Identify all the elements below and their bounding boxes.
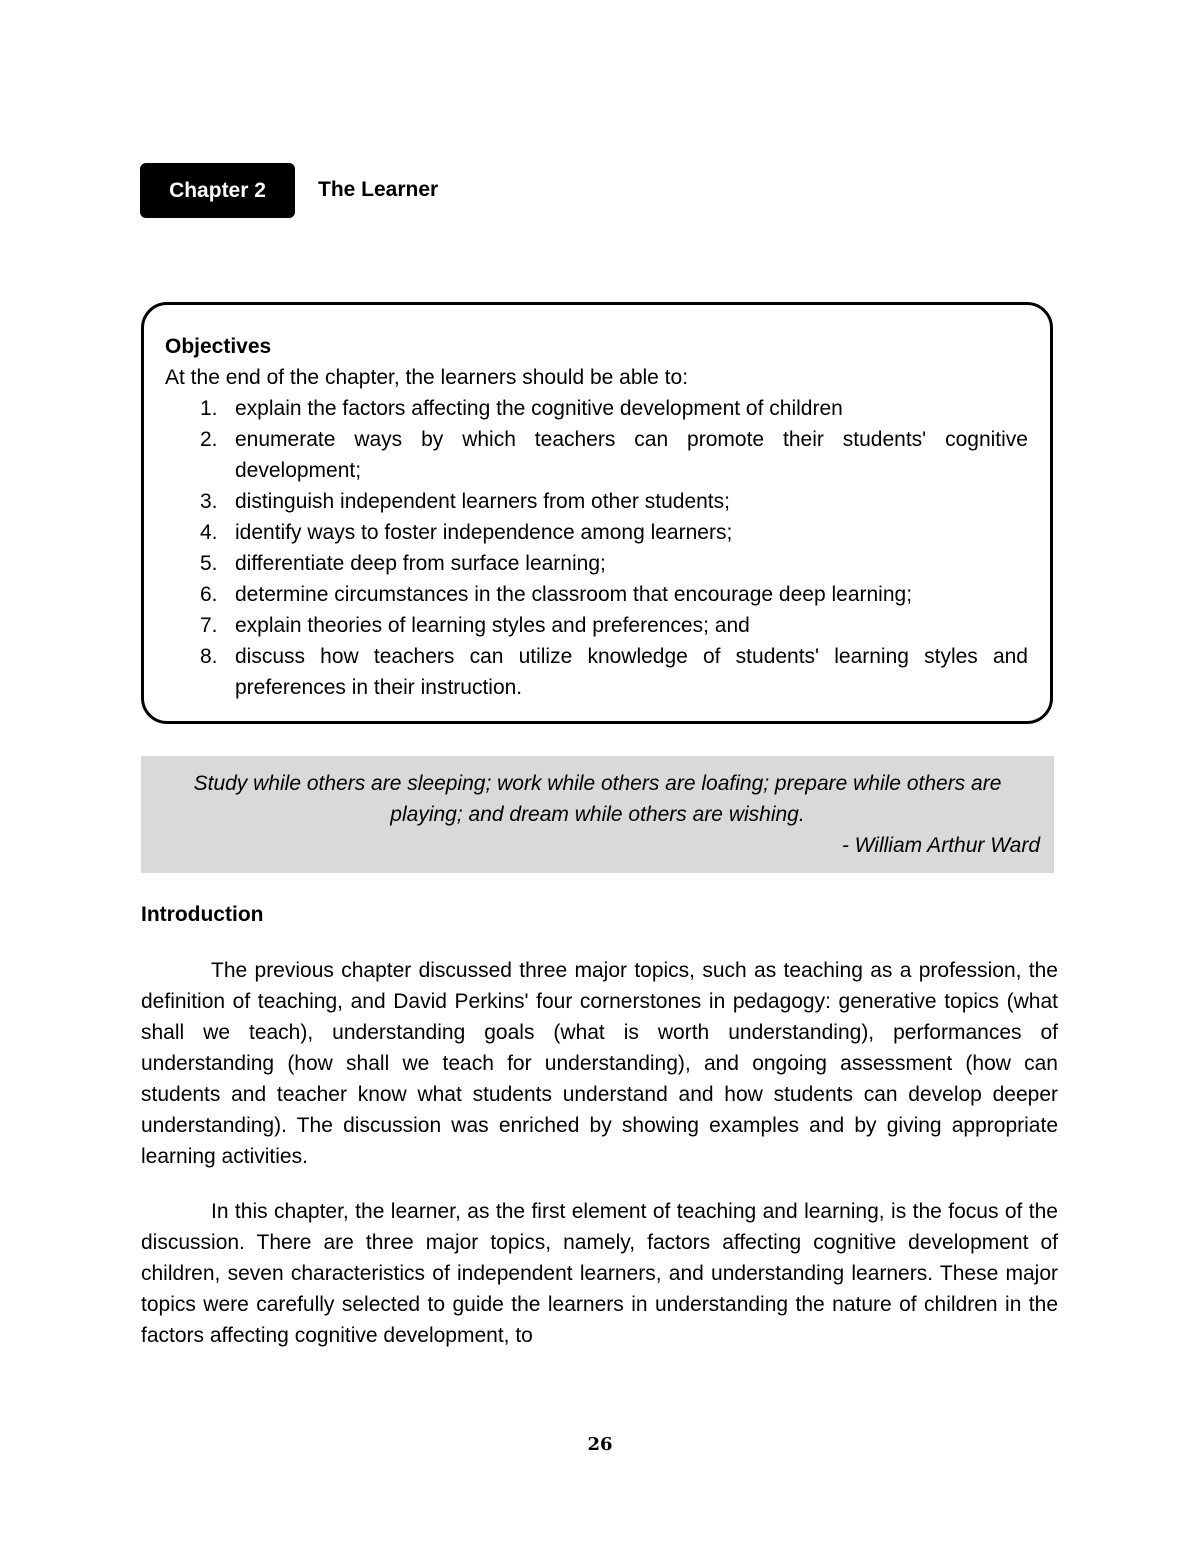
objective-number: 6. — [200, 583, 218, 606]
introduction-heading: Introduction — [141, 903, 264, 926]
objective-number: 1. — [200, 397, 218, 420]
quote-box — [141, 756, 1054, 873]
objectives-heading: Objectives — [165, 335, 272, 358]
objective-item — [165, 393, 1028, 424]
objective-text: differentiate deep from surface learning; — [235, 552, 606, 575]
objective-text: distinguish independent learners from other students; — [235, 490, 730, 513]
objective-text: determine circumstances in the classroom that encourage deep learning; — [235, 583, 913, 606]
objective-item — [165, 486, 1028, 517]
objective-number: 3. — [200, 490, 218, 513]
objective-number: 5. — [200, 552, 218, 575]
body-paragraph: The previous chapter discussed three major topics, such as teaching as a profession, the definition of teaching, and David Perkins' four cornerstones in pedagogy: generative topics (what shall we teach), understanding goals (what is worth understanding), performances of understanding (how shall we teach for understanding), and ongoing assessment (how can students and teacher know what students understand and how students can develop deeper understanding). The discussion was enriched by showing examples and by giving appropriate learning activities. — [141, 959, 1058, 1168]
page-number: 26 — [587, 1434, 613, 1455]
chapter-title: The Learner — [318, 178, 439, 201]
objective-text: discuss how teachers can utilize knowledge of students' learning styles and preferences in their instruction. — [235, 645, 1028, 699]
objective-text: explain theories of learning styles and preferences; and — [235, 614, 750, 637]
objective-item — [165, 610, 1028, 641]
objective-item — [165, 641, 1028, 703]
objectives-intro: At the end of the chapter, the learners should be able to: — [165, 366, 689, 389]
quote-text: Study while others are sleeping; work while others are loafing; prepare while others are playing; and dream while others are wishing. — [193, 772, 1002, 826]
objective-number: 7. — [200, 614, 218, 637]
chapter-badge: Chapter 2 — [140, 163, 295, 218]
objective-number: 2. — [200, 428, 218, 451]
objectives-box — [141, 302, 1053, 724]
objective-text: enumerate ways by which teachers can promote their students' cognitive development; — [235, 428, 1028, 482]
objective-item — [165, 424, 1028, 486]
body-paragraph: In this chapter, the learner, as the first element of teaching and learning, is the focus of the discussion. There are three major topics, namely, factors affecting cognitive development of children, seven characteristics of independent learners, and understanding learners. These major topics were carefully selected to guide the learners in understanding the nature of children in the factors affecting cognitive development, to — [141, 1200, 1058, 1347]
objectives-list — [165, 393, 1028, 703]
objective-text: identify ways to foster independence among learners; — [235, 521, 733, 544]
quote-author: - William Arthur Ward — [841, 834, 1040, 857]
objective-item — [165, 517, 1028, 548]
objective-item — [165, 579, 1028, 610]
objective-text: explain the factors affecting the cognitive development of children — [235, 397, 843, 420]
objective-number: 8. — [200, 645, 218, 668]
objective-number: 4. — [200, 521, 218, 544]
objective-item — [165, 548, 1028, 579]
